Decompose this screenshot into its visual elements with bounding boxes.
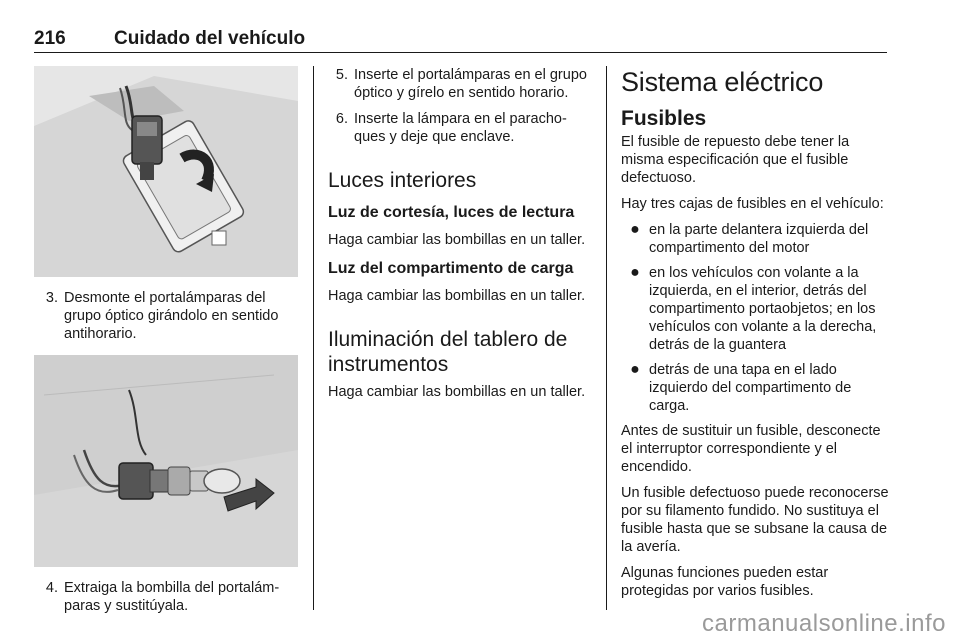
column-middle <box>328 66 590 401</box>
page-header <box>34 22 887 53</box>
step-3 <box>34 289 298 343</box>
illustration-lamp-holder <box>34 66 298 277</box>
column-divider-2 <box>606 66 607 610</box>
watermark: carmanualsonline.info <box>702 610 946 637</box>
column-left <box>34 66 298 615</box>
list-item-text: en los vehículos con volante a la izquierda, en el interior, detrás del compartimento portaobjetos; en los vehículos con volante a la derecha, detrás de la guantera <box>649 265 877 353</box>
list-item-text: en la parte delantera izquierda del compartimento del motor <box>649 222 869 256</box>
paragraph-spare-fuse: El fusible de repuesto debe tener la misma especificación que el fusible defectuoso. <box>621 134 850 186</box>
list-item <box>621 264 889 354</box>
section-heading-electrical-system: Sistema eléctrico <box>621 67 824 97</box>
subheading-fuses: Fusibles <box>621 107 707 130</box>
subheading-courtesy-lights: Luz de cortesía, luces de lectura <box>328 204 575 221</box>
figure-lamp-holder-removal <box>34 66 298 277</box>
column-divider-1 <box>313 66 314 610</box>
step-5 <box>324 66 590 102</box>
fuse-box-list <box>621 221 889 415</box>
step-number: 3. <box>45 290 58 306</box>
step-text: Inserte la lámpara en el parachoques y deje que enclave. <box>354 111 567 145</box>
step-text: Desmonte el portalámparas del grupo óptico girándolo en sentido antihorario. <box>64 290 279 342</box>
step-text: Extraiga la bombilla del portalámparas y sustitúyala. <box>64 580 280 614</box>
figure-bulb-extraction <box>34 355 298 567</box>
paragraph-cargo-light: Haga cambiar las bombillas en un taller. <box>328 288 586 304</box>
column-right <box>621 66 889 600</box>
list-item-text: detrás de una tapa en el lado izquierdo del compartimento de carga. <box>649 362 852 414</box>
section-heading-interior-lights: Luces interiores <box>328 169 477 192</box>
list-item <box>621 361 889 415</box>
paragraph-courtesy-lights: Haga cambiar las bombillas en un taller. <box>328 232 586 248</box>
bullet-icon: ● <box>630 361 640 378</box>
paragraph-instrument-panel: Haga cambiar las bombillas en un taller. <box>328 384 586 400</box>
page-number: 216 <box>34 28 66 49</box>
subheading-cargo-light: Luz del compartimento de carga <box>328 260 574 277</box>
paragraph-disconnect: Antes de sustituir un fusible, desconecte el interruptor correspondiente y el encendido. <box>621 423 881 475</box>
illustration-bulb-extraction <box>34 355 298 567</box>
step-number: 6. <box>335 111 348 127</box>
bullet-icon: ● <box>630 264 640 281</box>
paragraph-multiple-fuses: Algunas funciones pueden estar protegidas por varios fusibles. <box>621 565 829 599</box>
step-text: Inserte el portalámparas en el grupo óptico y gírelo en sentido horario. <box>354 67 587 101</box>
bullet-icon: ● <box>630 221 640 238</box>
list-item <box>621 221 889 257</box>
page-title: Cuidado del vehículo <box>114 28 306 49</box>
step-number: 4. <box>45 580 58 596</box>
step-number: 5. <box>335 67 348 83</box>
step-6 <box>324 110 590 146</box>
step-4 <box>34 579 298 615</box>
section-heading-instrument-panel: Iluminación del tablero de instrumentos <box>328 328 568 376</box>
paragraph-defective-fuse: Un fusible defectuoso puede reconocerse por su filamento fundido. No sustituya el fusible hasta que se subsane la causa de la avería. <box>621 485 889 555</box>
paragraph-fuse-boxes: Hay tres cajas de fusibles en el vehículo: <box>621 196 884 212</box>
